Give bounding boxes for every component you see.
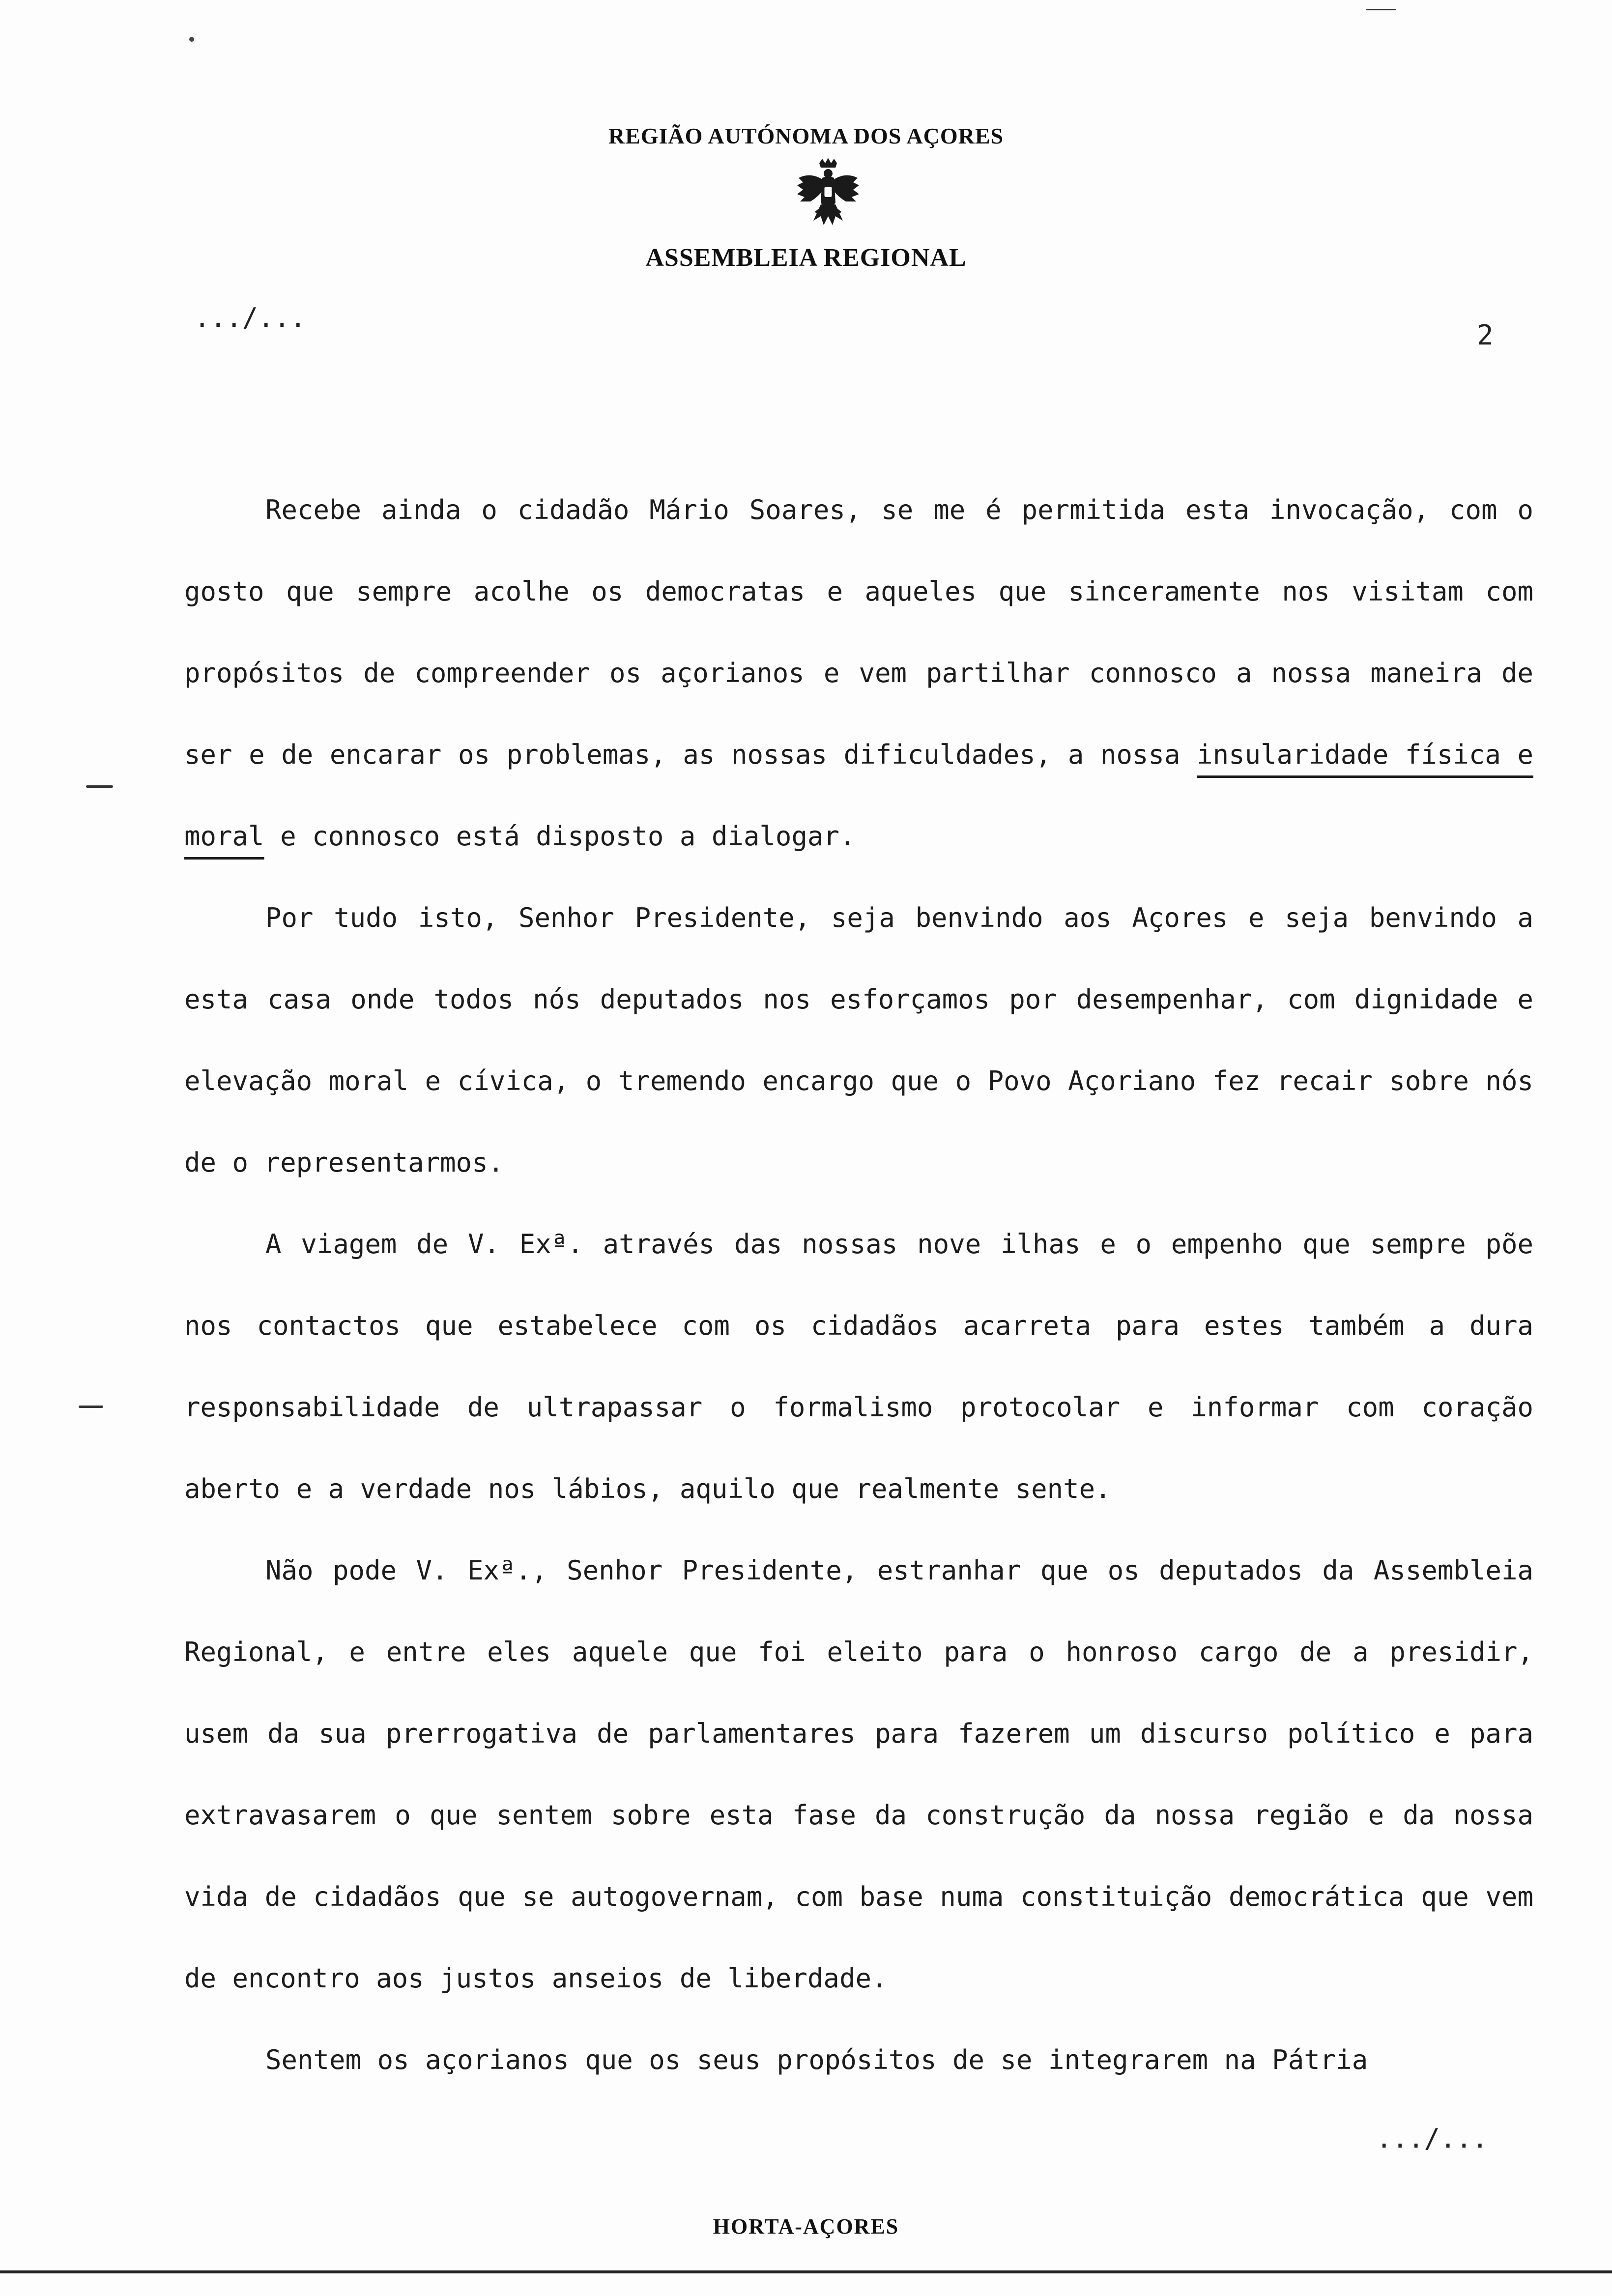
footer-rule [0,2270,1612,2273]
paragraph: Por tudo isto, Senhor Presidente, seja benvindo aos Açores e seja benvindo a esta casa onde todos nós deputados nos esforçamos por desempenhar, com dignidade e elevação moral e cívica, o tremendo encargo que o Povo Açoriano fez recair sobre nós de o representarmos. [184,902,1533,1178]
continuation-marker-bottom: .../... [1376,2123,1488,2154]
letterhead-assembly-title: ASSEMBLEIA REGIONAL [645,244,967,272]
speech-body [184,469,1533,2101]
paragraph: A viagem de V. Exª. através das nossas nove ilhas e o empenho que sempre põe nos contactos que estabelece com os cidadãos acarreta para estes também a dura responsabilidade de ultrapassar o formalismo protocolar e informar com coração aberto e a verdade nos lábios, aquilo que realmente sente. [184,1229,1533,1504]
paragraph: Recebe ainda o cidadão Mário Soares, se me é permitida esta invocação, com o gosto que sempre acolhe os democratas e aqueles que sinceramente nos visitam com propósitos de compreender os açorianos e vem partilhar connosco a nossa maneira de ser e de encarar os problemas, as nossas dificuldades, a nossa insularidade física e moral e connosco está disposto a dialogar. [184,494,1533,852]
scan-speck [189,37,194,42]
paragraph: Sentem os açorianos que os seus propósitos de se integrarem na Pátria [265,2044,1368,2075]
margin-mark [86,785,113,788]
margin-mark [1366,9,1396,10]
margin-mark [79,1406,103,1408]
underlined-phrase: insularidade física e moral [184,739,1533,852]
page-number: 2 [1477,319,1494,351]
continuation-marker-top: .../... [194,302,306,333]
letterhead-region-title: REGIÃO AUTÓNOMA DOS AÇORES [608,123,1004,148]
paragraph: Não pode V. Exª., Senhor Presidente, estranhar que os deputados da Assembleia Regional, e entre eles aquele que foi eleito para o honroso cargo de a presidir, usem da sua prerrogativa de parlamentares para fazerem um discurso político e para extravasarem o que sentem sobre esta fase da construção da nossa região e da nossa vida de cidadãos que se autogovernam, com base numa constituição democrática que vem de encontro aos justos anseios de liberdade. [184,1555,1533,1994]
coat-of-arms-eagle-icon [791,157,865,231]
footer-location: HORTA-AÇORES [713,2214,899,2239]
